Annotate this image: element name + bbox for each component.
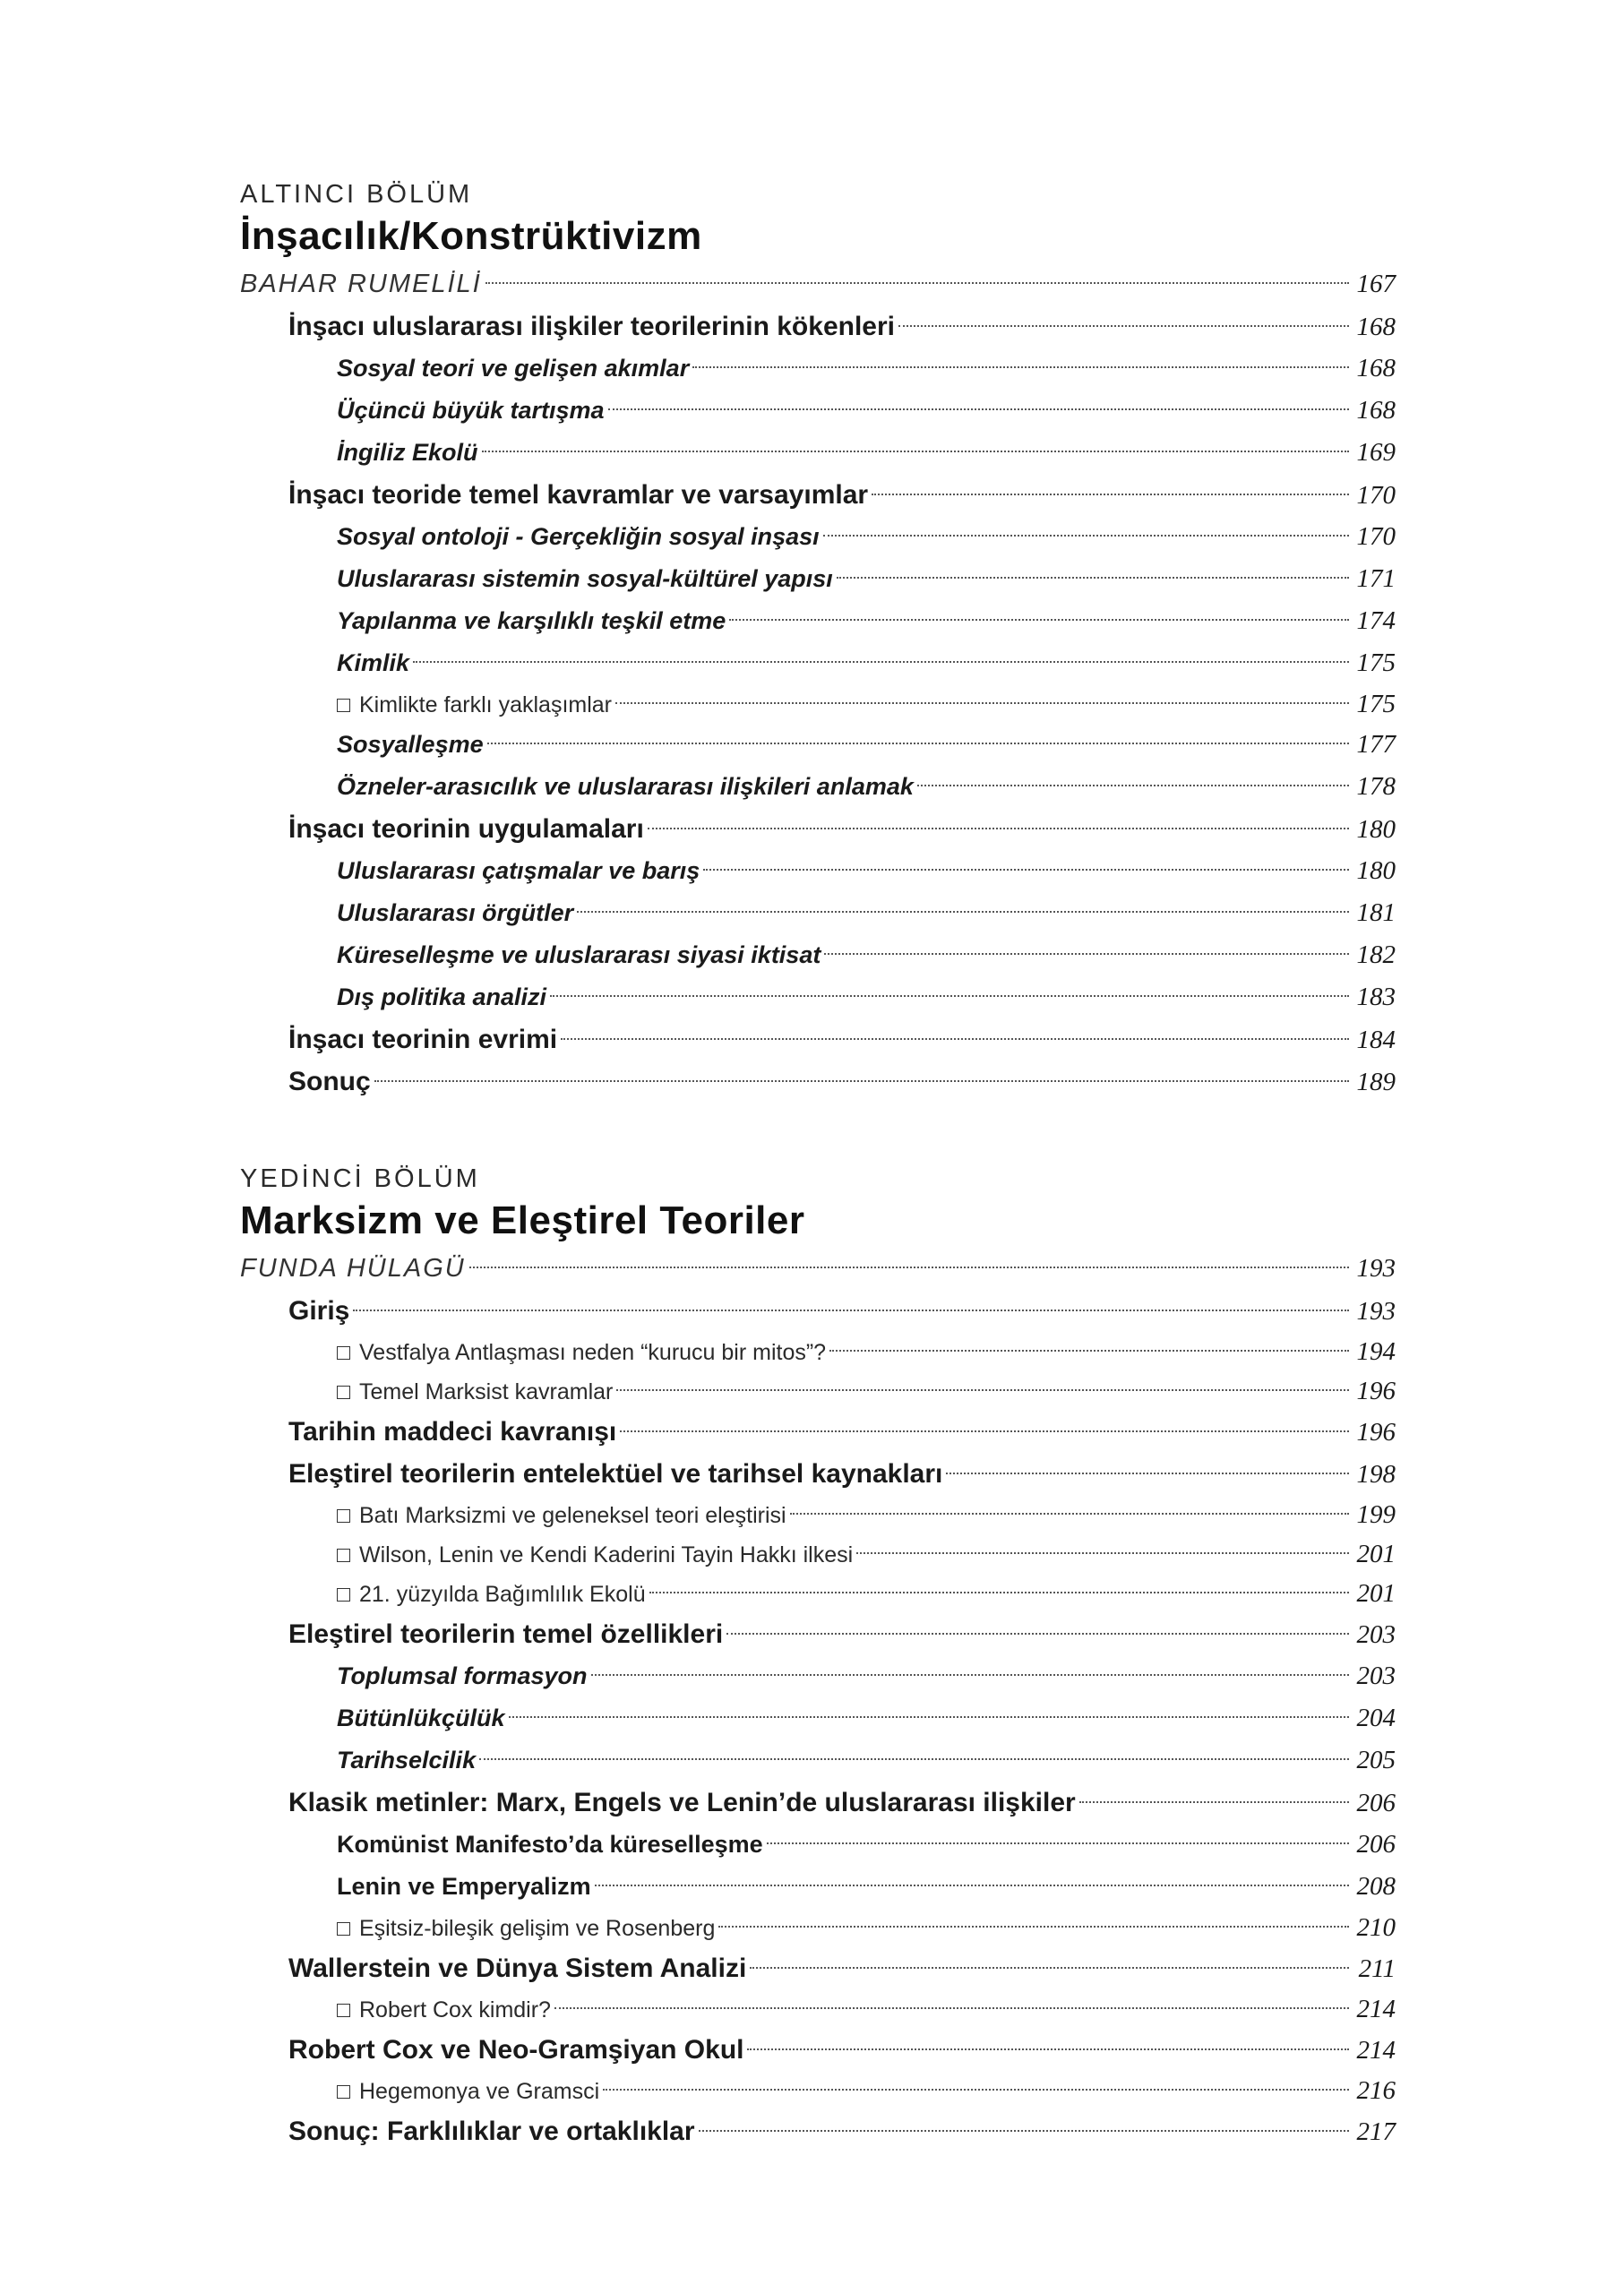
- dot-leader: [837, 577, 1349, 579]
- dot-leader: [577, 911, 1349, 913]
- chapter-label: ALTINCI BÖLÜM: [240, 180, 473, 209]
- page-number: 170: [1356, 522, 1396, 551]
- checkbox-square-icon: [337, 1588, 350, 1602]
- page-number: 201: [1356, 1579, 1396, 1608]
- page-number: 174: [1356, 606, 1396, 635]
- toc-entry-label: Eşitsiz-bileşik gelişim ve Rosenberg: [359, 1916, 716, 1941]
- page-number: 211: [1358, 1954, 1396, 1983]
- dot-leader: [608, 408, 1349, 410]
- toc-entry-label: Sonuç: Farklılıklar ve ortaklıklar: [288, 2117, 695, 2146]
- dot-leader: [829, 1350, 1349, 1352]
- page-number: 177: [1356, 730, 1396, 759]
- page-number: 204: [1356, 1704, 1396, 1732]
- page-number: 180: [1356, 815, 1396, 844]
- page-number: 206: [1356, 1789, 1396, 1817]
- toc-entry-title: [240, 724, 487, 766]
- page-number: 167: [1356, 270, 1396, 298]
- toc-entry[interactable]: [240, 1824, 1396, 1866]
- page-number: 183: [1356, 983, 1396, 1011]
- author-row[interactable]: [240, 263, 1396, 305]
- toc-entry-label: Sosyal ontoloji - Gerçekliğin sosyal inşası: [337, 523, 820, 550]
- toc-entry[interactable]: [240, 516, 1396, 558]
- dot-leader: [917, 785, 1349, 786]
- toc-entry-label: Yapılanma ve karşılıklı teşkil etme: [337, 607, 726, 634]
- checkbox-square-icon: [337, 1922, 350, 1936]
- toc-entry-title: [240, 976, 550, 1018]
- toc-entry-label: Eleştirel teorilerin temel özellikleri: [288, 1619, 724, 1649]
- page-number: 193: [1356, 1297, 1396, 1326]
- toc-entry-title: [240, 1655, 591, 1697]
- dot-leader: [469, 1267, 1349, 1268]
- toc-entry-title: [240, 1061, 374, 1103]
- checkbox-square-icon: [337, 2085, 350, 2099]
- toc-entry[interactable]: [240, 1290, 1396, 1332]
- page-number: 182: [1356, 940, 1396, 969]
- toc-entry-title: [240, 600, 729, 642]
- toc-entry-label: Sosyalleşme: [337, 731, 484, 758]
- toc-entry-label: Wallerstein ve Dünya Sistem Analizi: [288, 1954, 747, 1983]
- page-number: 205: [1356, 1746, 1396, 1774]
- dot-leader: [353, 1310, 1349, 1311]
- toc-entry-title: [240, 850, 703, 892]
- toc-entry-label: Robert Cox ve Neo-Gramşiyan Okul: [288, 2035, 744, 2065]
- dot-leader: [824, 953, 1349, 955]
- dot-leader: [946, 1473, 1349, 1474]
- dot-leader: [648, 828, 1349, 829]
- table-of-contents: [240, 179, 1396, 2152]
- author-row[interactable]: [240, 1248, 1396, 1290]
- page-number: 208: [1356, 1872, 1396, 1901]
- toc-entry[interactable]: [240, 1697, 1396, 1739]
- checkbox-square-icon: [337, 1386, 350, 1399]
- toc-entry[interactable]: [240, 305, 1396, 348]
- toc-entry[interactable]: [240, 642, 1396, 684]
- checkbox-square-icon: [337, 1549, 350, 1562]
- page-number: 206: [1356, 1830, 1396, 1859]
- toc-entry-label: Sosyal teori ve gelişen akımlar: [337, 355, 690, 382]
- dot-leader: [413, 661, 1349, 663]
- dot-leader: [872, 494, 1349, 495]
- toc-entry[interactable]: [240, 684, 1396, 724]
- toc-entry-title: [240, 1990, 554, 2030]
- toc-entry-label: Temel Marksist kavramlar: [359, 1379, 614, 1404]
- dot-leader: [718, 1926, 1349, 1928]
- toc-entry-title: [240, 685, 615, 725]
- chapter-seven: [240, 1164, 1396, 2152]
- toc-entry-label: Bütünlükçülük: [337, 1705, 505, 1731]
- toc-entry[interactable]: [240, 600, 1396, 642]
- dot-leader: [729, 619, 1349, 621]
- toc-entry-label: Eleştirel teorilerin entelektüel ve tarihsel kaynakları: [288, 1459, 943, 1489]
- dot-leader: [898, 325, 1349, 327]
- toc-entry-label: İnşacı teorinin evrimi: [288, 1025, 558, 1054]
- toc-entry[interactable]: [240, 1371, 1396, 1411]
- toc-entry-label: Kimlik: [337, 649, 410, 676]
- toc-entry[interactable]: [240, 1739, 1396, 1782]
- toc-entry-title: [240, 474, 872, 516]
- dot-leader: [374, 1080, 1349, 1082]
- toc-entry-title: [240, 1866, 595, 1908]
- toc-entry[interactable]: [240, 1782, 1396, 1824]
- page-number: 170: [1356, 481, 1396, 510]
- toc-entry[interactable]: [240, 976, 1396, 1018]
- checkbox-square-icon: [337, 699, 350, 712]
- toc-entry-title: [240, 348, 692, 390]
- toc-entry-title: [240, 1290, 353, 1332]
- checkbox-square-icon: [337, 1346, 350, 1360]
- toc-entry[interactable]: [240, 1655, 1396, 1697]
- toc-entry-title: [240, 934, 824, 976]
- toc-entry[interactable]: [240, 724, 1396, 766]
- toc-entry-label: İnşacı teorinin uygulamaları: [288, 814, 644, 844]
- chapter-six-entries: [240, 305, 1396, 1103]
- toc-entry-title: [240, 1824, 767, 1866]
- toc-entry-title: [240, 1697, 509, 1739]
- dot-leader: [509, 1716, 1350, 1718]
- toc-entry-label: Uluslararası çatışmalar ve barış: [337, 857, 700, 884]
- toc-entry-label: İngiliz Ekolü: [337, 439, 478, 466]
- toc-entry-title: [240, 1333, 829, 1372]
- toc-entry-title: [240, 892, 577, 934]
- dot-leader: [703, 869, 1349, 871]
- toc-entry-title: [240, 1575, 649, 1614]
- checkbox-square-icon: [337, 2004, 350, 2017]
- page-number: 168: [1356, 313, 1396, 341]
- toc-entry-label: İnşacı uluslararası ilişkiler teorilerinin kökenleri: [288, 312, 895, 341]
- page-number: 168: [1356, 396, 1396, 425]
- page-number: 171: [1356, 564, 1396, 593]
- page-number: 193: [1356, 1254, 1396, 1283]
- chapter-label: YEDİNCİ BÖLÜM: [240, 1164, 480, 1193]
- toc-entry-label: 21. yüzyılda Bağımlılık Ekolü: [359, 1582, 646, 1607]
- toc-entry[interactable]: [240, 390, 1396, 432]
- dot-leader: [692, 366, 1349, 368]
- toc-entry-title: [240, 1372, 616, 1412]
- toc-entry[interactable]: [240, 1866, 1396, 1908]
- page-number: 180: [1356, 856, 1396, 885]
- dot-leader: [554, 2007, 1349, 2009]
- toc-entry-title: [240, 1739, 479, 1782]
- toc-entry-title: [240, 642, 413, 684]
- checkbox-square-icon: [337, 1509, 350, 1523]
- toc-entry-label: Sonuç: [288, 1067, 371, 1096]
- toc-entry-label: Batı Marksizmi ve geleneksel teori eleştirisi: [359, 1503, 786, 1528]
- page-number: 199: [1356, 1500, 1396, 1529]
- toc-entry-title: [240, 2029, 747, 2071]
- toc-entry-label: Lenin ve Emperyalizm: [337, 1873, 591, 1900]
- toc-entry-title: [240, 1453, 946, 1495]
- page-number: 216: [1356, 2076, 1396, 2105]
- page-number: 214: [1356, 2036, 1396, 2065]
- dot-leader: [620, 1430, 1349, 1432]
- toc-entry-label: İnşacı teoride temel kavramlar ve varsayımlar: [288, 480, 869, 510]
- toc-entry[interactable]: [240, 474, 1396, 516]
- dot-leader: [649, 1592, 1349, 1593]
- toc-entry-title: [240, 516, 823, 558]
- dot-leader: [603, 2089, 1349, 2091]
- page-number: 194: [1356, 1337, 1396, 1366]
- dot-leader: [615, 702, 1349, 704]
- toc-entry[interactable]: [240, 1613, 1396, 1655]
- toc-entry[interactable]: [240, 1908, 1396, 1947]
- page-number: 201: [1356, 1540, 1396, 1568]
- toc-entry-title: [240, 1496, 790, 1535]
- toc-entry-label: Dış politika analizi: [337, 983, 547, 1010]
- toc-entry[interactable]: [240, 2110, 1396, 2152]
- toc-entry[interactable]: [240, 1332, 1396, 1371]
- toc-entry-title: [240, 1909, 718, 1948]
- page-number: 184: [1356, 1026, 1396, 1054]
- toc-entry-label: Üçüncü büyük tartışma: [337, 397, 605, 424]
- page-number: 178: [1356, 772, 1396, 801]
- chapter-six: [240, 179, 1396, 1103]
- toc-entry-label: Komünist Manifesto’da küreselleşme: [337, 1831, 763, 1858]
- page-number: 181: [1356, 898, 1396, 927]
- chapter-title: Marksizm ve Eleştirel Teoriler: [240, 1198, 805, 1242]
- dot-leader: [767, 1842, 1349, 1844]
- dot-leader: [856, 1552, 1349, 1554]
- toc-entry[interactable]: [240, 2071, 1396, 2110]
- section-gap: [240, 1103, 1396, 1164]
- toc-entry-label: Toplumsal formasyon: [337, 1662, 588, 1689]
- dot-leader: [479, 1758, 1349, 1760]
- toc-entry-title: [240, 1411, 620, 1453]
- toc-entry-label: Robert Cox kimdir?: [359, 1997, 551, 2022]
- toc-entry-label: Özneler-arasıcılık ve uluslararası ilişkileri anlamak: [337, 773, 914, 800]
- toc-entry-label: Klasik metinler: Marx, Engels ve Lenin’de uluslararası ilişkiler: [288, 1788, 1076, 1817]
- toc-entry-label: Tarihin maddeci kavranışı: [288, 1417, 617, 1447]
- toc-entry-title: [240, 305, 898, 348]
- dot-leader: [823, 535, 1349, 537]
- toc-entry-label: Wilson, Lenin ve Kendi Kaderini Tayin Hakkı ilkesi: [359, 1542, 854, 1567]
- page-number: 196: [1356, 1377, 1396, 1405]
- toc-entry-label: Tarihselcilik: [337, 1747, 477, 1773]
- toc-entry-label: Küreselleşme ve uluslararası siyasi iktisat: [337, 941, 821, 968]
- dot-leader: [482, 451, 1349, 452]
- page-number: 214: [1356, 1995, 1396, 2023]
- toc-entry-label: Giriş: [288, 1296, 350, 1326]
- page-number: 168: [1356, 354, 1396, 382]
- dot-leader: [750, 1967, 1349, 1969]
- toc-entry[interactable]: [240, 1947, 1396, 1989]
- toc-entry-title: [240, 1947, 750, 1989]
- toc-entry-label: Uluslararası sistemin sosyal-kültürel yapısı: [337, 565, 833, 592]
- toc-entry-title: [240, 2072, 603, 2111]
- toc-entry[interactable]: [240, 1061, 1396, 1103]
- toc-entry[interactable]: [240, 2029, 1396, 2071]
- toc-entry-label: Kimlikte farklı yaklaşımlar: [359, 692, 612, 717]
- page-number: 196: [1356, 1418, 1396, 1447]
- toc-entry-label: Vestfalya Antlaşması neden “kurucu bir mitos”?: [359, 1340, 827, 1365]
- page-number: 189: [1356, 1068, 1396, 1096]
- page-number: 217: [1356, 2117, 1396, 2146]
- chapter-title: İnşacılık/Konstrüktivizm: [240, 214, 702, 258]
- dot-leader: [550, 995, 1349, 997]
- toc-entry-title: [240, 1018, 561, 1061]
- toc-entry[interactable]: [240, 1018, 1396, 1061]
- author-name: FUNDA HÜLAGÜ: [240, 1254, 466, 1283]
- dot-leader: [699, 2130, 1349, 2132]
- toc-entry[interactable]: [240, 1989, 1396, 2029]
- toc-entry[interactable]: [240, 1574, 1396, 1613]
- toc-entry[interactable]: [240, 766, 1396, 808]
- toc-entry-title: [240, 1535, 856, 1575]
- toc-entry-title: [240, 432, 482, 474]
- toc-entry-title: [240, 1613, 726, 1655]
- toc-entry[interactable]: [240, 808, 1396, 850]
- toc-entry[interactable]: [240, 850, 1396, 892]
- dot-leader: [616, 1389, 1349, 1391]
- chapter-seven-entries: [240, 1290, 1396, 2152]
- toc-entry-title: [240, 390, 608, 432]
- toc-entry[interactable]: [240, 934, 1396, 976]
- toc-entry-label: Uluslararası örgütler: [337, 899, 574, 926]
- author-name: BAHAR RUMELİLİ: [240, 270, 482, 298]
- dot-leader: [726, 1633, 1349, 1635]
- toc-entry-title: [240, 1782, 1079, 1824]
- page-number: 198: [1356, 1460, 1396, 1489]
- page-number: 203: [1356, 1620, 1396, 1649]
- toc-entry[interactable]: [240, 558, 1396, 600]
- page-number: 175: [1356, 648, 1396, 677]
- dot-leader: [485, 282, 1349, 284]
- dot-leader: [747, 2048, 1349, 2050]
- toc-entry[interactable]: [240, 892, 1396, 934]
- toc-entry[interactable]: [240, 1534, 1396, 1574]
- page-number: 169: [1356, 438, 1396, 467]
- toc-entry[interactable]: [240, 1453, 1396, 1495]
- page-number: 203: [1356, 1662, 1396, 1690]
- toc-entry-title: [240, 766, 917, 808]
- dot-leader: [1079, 1801, 1349, 1803]
- dot-leader: [591, 1674, 1349, 1676]
- page-number: 175: [1356, 690, 1396, 718]
- toc-entry-title: [240, 2110, 699, 2152]
- toc-entry[interactable]: [240, 432, 1396, 474]
- dot-leader: [561, 1038, 1349, 1040]
- toc-entry[interactable]: [240, 1411, 1396, 1453]
- toc-entry-title: [240, 558, 837, 600]
- dot-leader: [790, 1513, 1349, 1515]
- dot-leader: [595, 1885, 1349, 1886]
- page-number: 210: [1356, 1913, 1396, 1942]
- toc-entry-label: Hegemonya ve Gramsci: [359, 2079, 600, 2104]
- toc-entry[interactable]: [240, 1495, 1396, 1534]
- toc-entry[interactable]: [240, 348, 1396, 390]
- toc-entry-title: [240, 808, 648, 850]
- dot-leader: [487, 743, 1349, 744]
